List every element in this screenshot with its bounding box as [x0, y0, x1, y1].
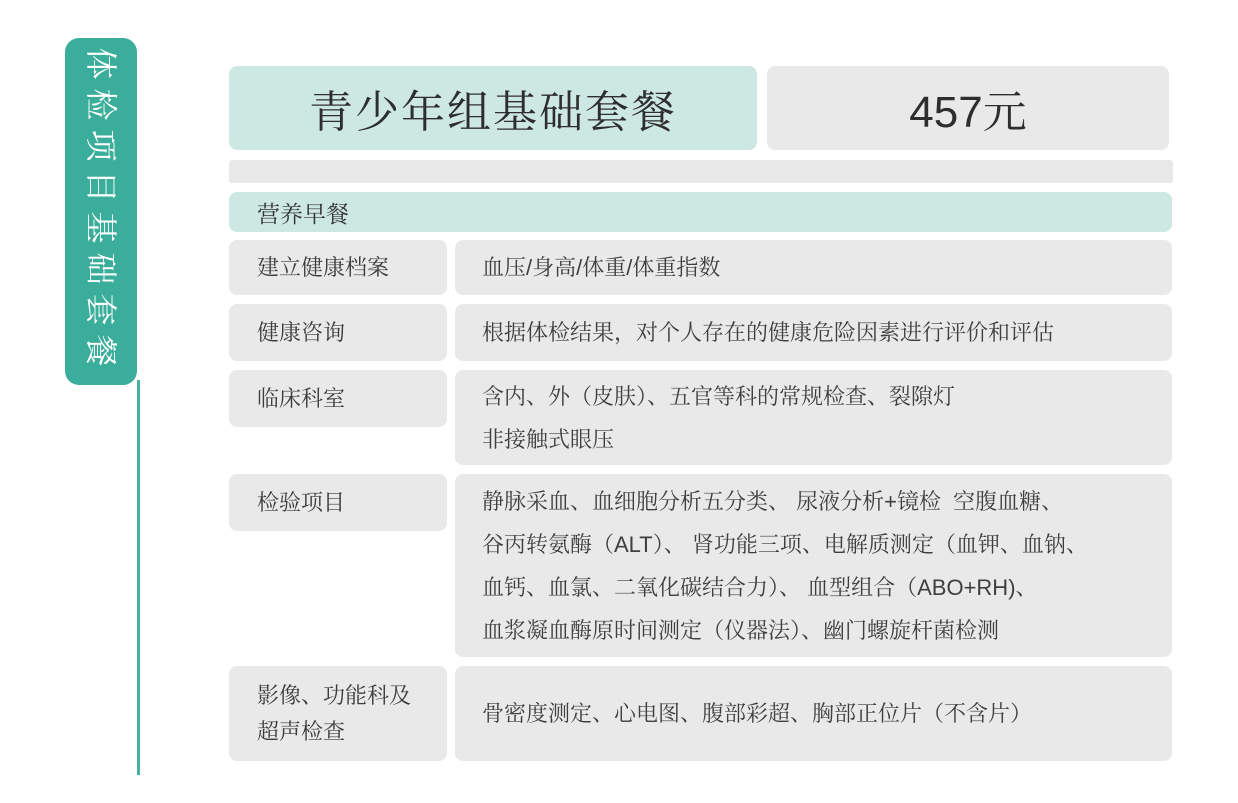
- table-row: [229, 370, 1172, 465]
- row-label: 影像、功能科及: [257, 682, 412, 708]
- row-label-cell: [229, 666, 447, 761]
- content-line: 血压/身高/体重/体重指数: [482, 255, 721, 280]
- divider-bar: [229, 160, 1173, 183]
- table-row: [229, 304, 1172, 361]
- section-header: [229, 192, 1172, 232]
- row-content-cell: [455, 304, 1172, 361]
- row-label: 建立健康档案: [257, 254, 390, 280]
- content-line: 根据体检结果，对个人存在的健康危险因素进行评价和评估: [482, 320, 1055, 345]
- package-title: 青少年组基础套餐: [229, 66, 757, 150]
- row-label: 检验项目: [257, 489, 346, 515]
- row-label-cell: [229, 370, 447, 427]
- content-line: 血浆凝血酶原时间测定（仪器法）、幽门螺旋杆菌检测: [482, 617, 1000, 643]
- table-row: [229, 240, 1172, 295]
- row-label-cell: [229, 474, 447, 531]
- row-content-cell: [455, 474, 1172, 657]
- section-title: 营养早餐: [257, 200, 349, 227]
- content-line: 谷丙转氨酶（ALT）、 肾功能三项、电解质测定（血钾、血钠、: [482, 531, 1088, 557]
- row-content-cell: [455, 666, 1172, 761]
- content-line: 含内、外（皮肤）、五官等科的常规检查、裂隙灯: [482, 383, 956, 409]
- row-content-cell: [455, 240, 1172, 295]
- content-line: 血钙、血氯、二氧化碳结合力）、 血型组合（ABO+RH)、: [482, 574, 1038, 600]
- row-content-cell: [455, 370, 1172, 465]
- package-price: 457元: [767, 66, 1169, 150]
- row-label: 临床科室: [257, 385, 346, 411]
- table-row: [229, 474, 1172, 657]
- package-table: [229, 240, 1172, 761]
- row-label-cell: [229, 304, 447, 361]
- row-label-cell: [229, 240, 447, 295]
- content-line: 静脉采血、血细胞分析五分类、 尿液分析+镜检 空腹血糖、: [482, 488, 1064, 514]
- side-banner: [65, 38, 137, 385]
- accent-vertical-line: [137, 380, 140, 775]
- side-banner-label: 体检项目基础套餐: [83, 47, 119, 376]
- row-label: 超声检查: [257, 718, 346, 744]
- content-line: 非接触式眼压: [482, 426, 615, 452]
- row-label: 健康咨询: [257, 319, 346, 345]
- table-row: [229, 666, 1172, 761]
- content-line: 骨密度测定、心电图、腹部彩超、胸部正位片（不含片）: [482, 701, 1033, 726]
